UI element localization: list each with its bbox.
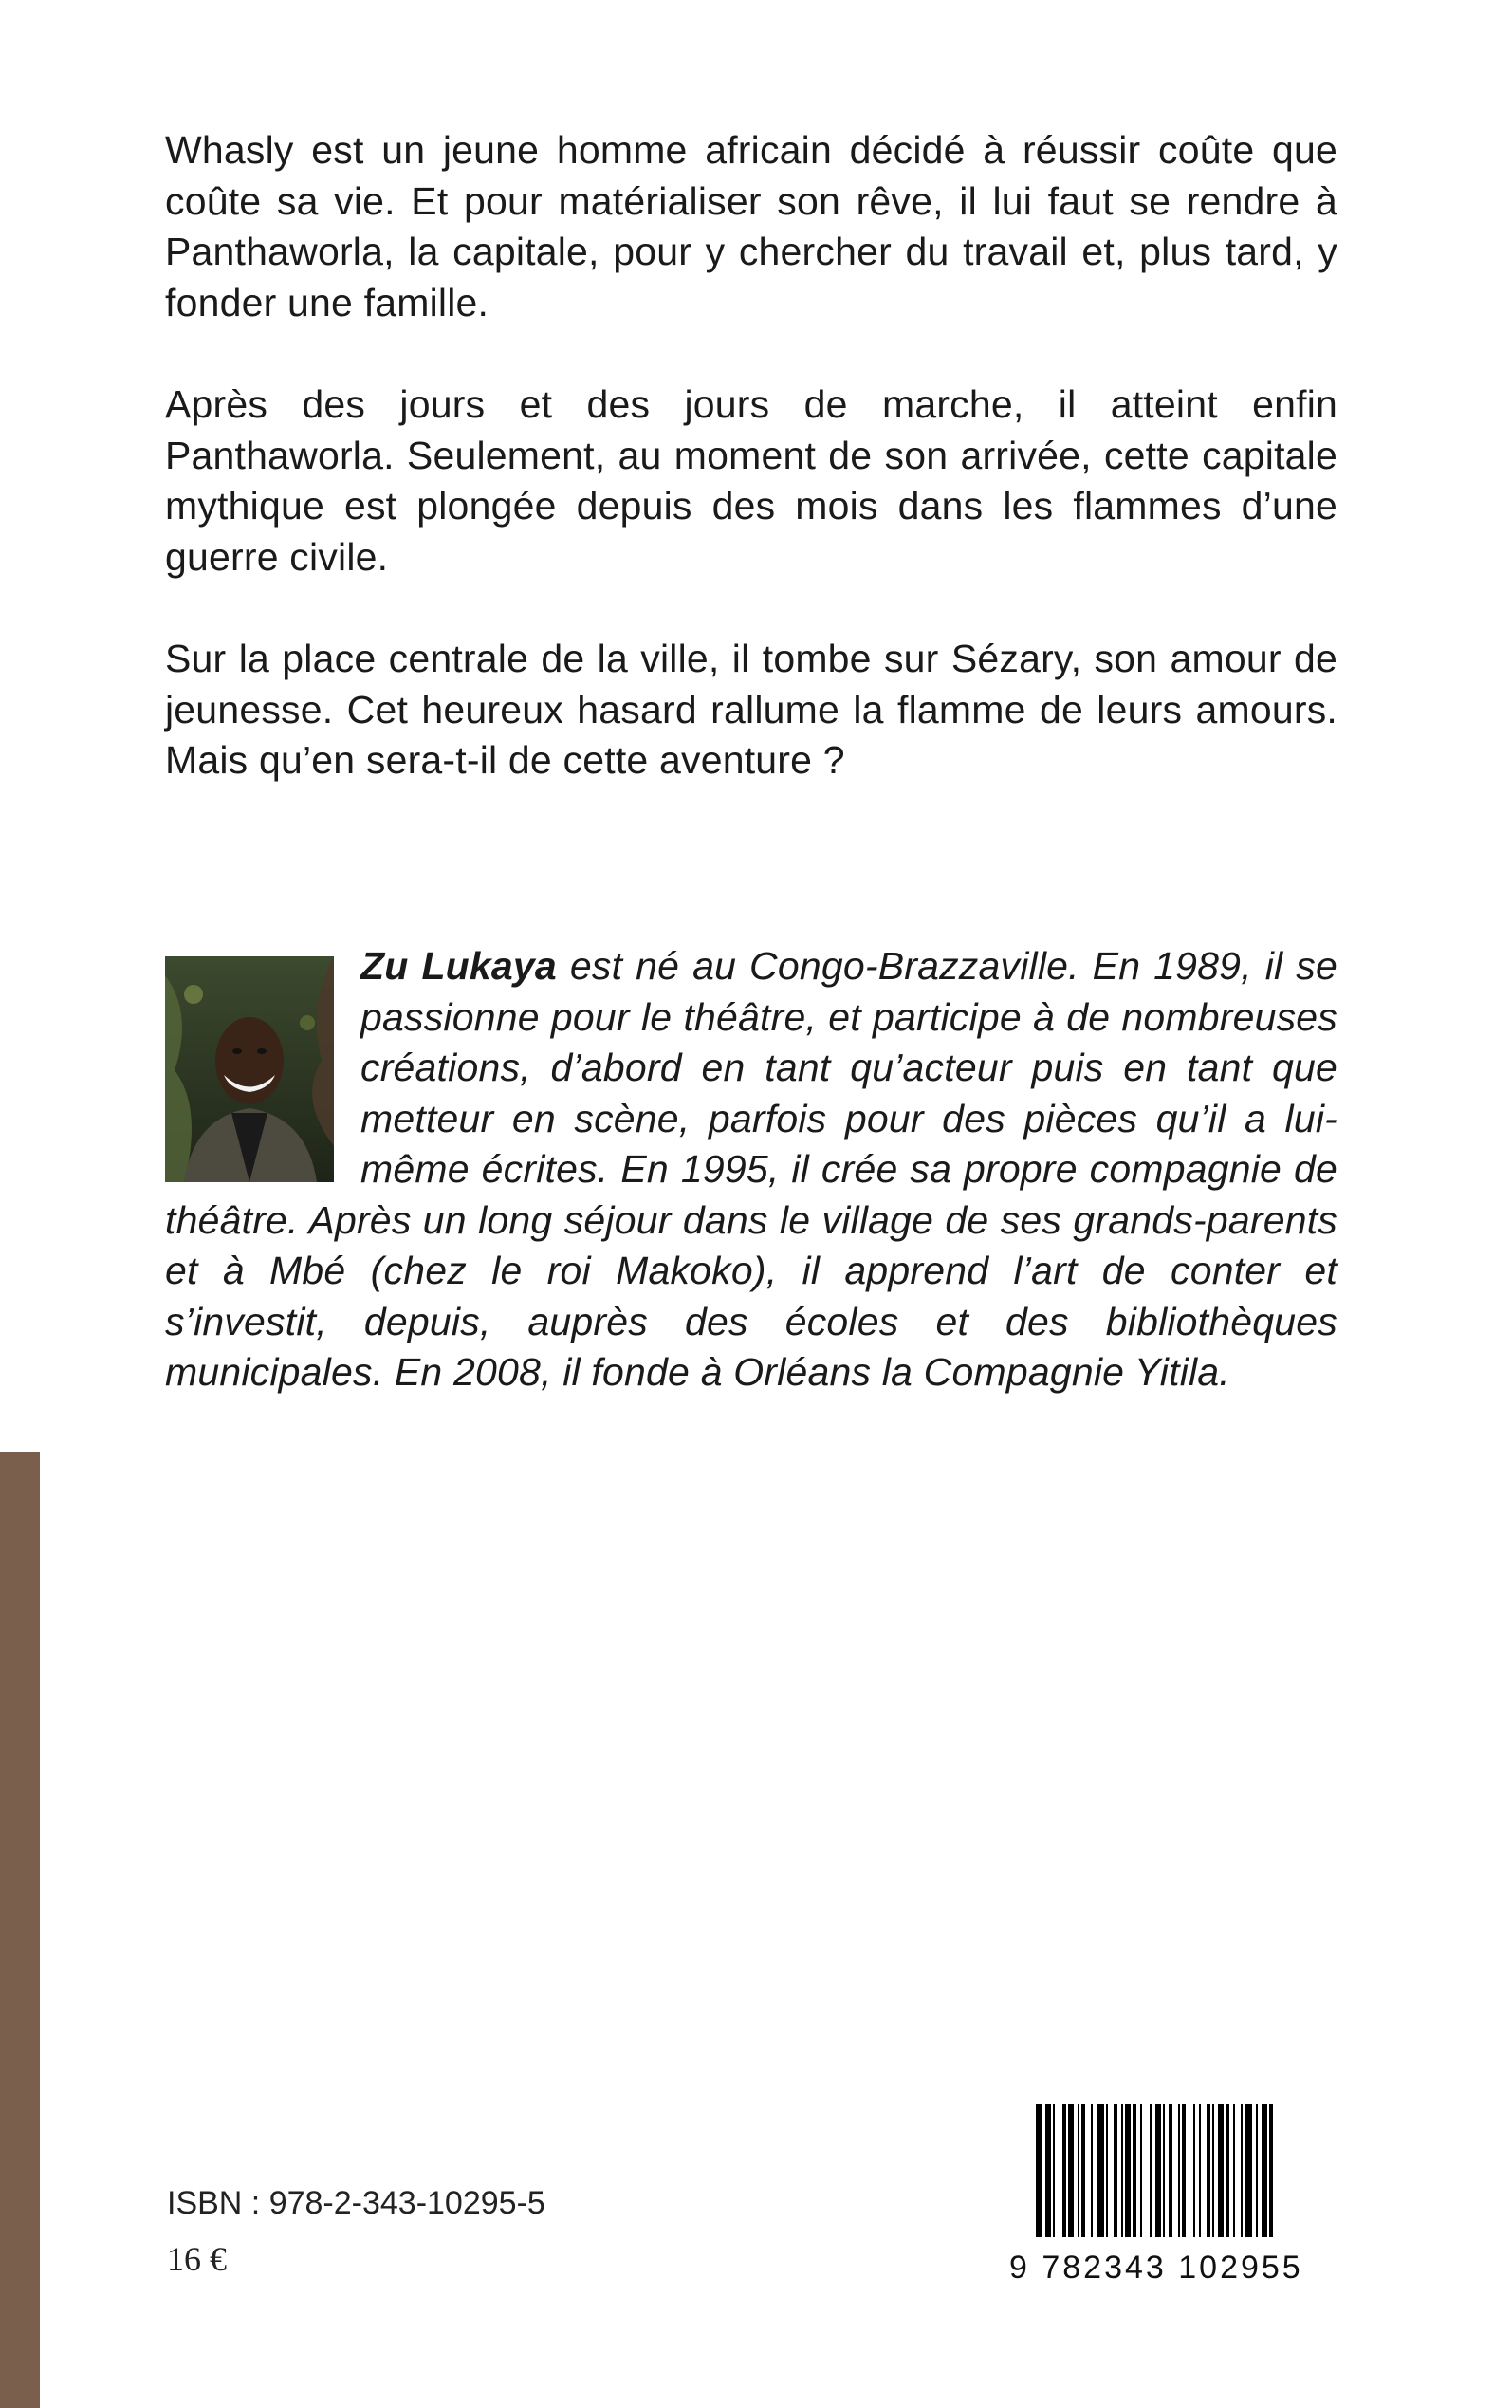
barcode-number: 9 782343 102955 [1009, 2250, 1303, 2286]
blurb-paragraph-1: Whasly est un jeune homme africain décidé à réussir coûte que coûte sa vie. Et pour matérialiser son rêve, il lui faut se rendre à Panthaworla, la capitale, pour y chercher du travail et, plus tard, y fonder une famille. [165, 128, 1337, 324]
author-bio-text: est né au Congo-Brazzaville. En 1989, il se passionne pour le théâtre, et participe à de nombreuses créations, d’abord en tant qu’acteur puis en tant que metteur en scène, parfois pour des pièces qu’il a lui-même écrites. En 1995, il crée sa propre compagnie de théâtre. Après un long séjour dans le village de ses grands-parents et à Mbé (chez le roi Makoko), il apprend l’art de conter et s’investit, depuis, auprès des écoles et des bibliothèques municipales. En 2008, il fonde à Orléans la Compagnie Yitila. [165, 944, 1337, 1394]
author-bio [165, 941, 1337, 1398]
author-photo [165, 956, 334, 1182]
back-cover-blurb [165, 125, 1337, 838]
price: 16 € [167, 2240, 227, 2278]
author-name: Zu Lukaya [360, 944, 557, 988]
isbn: ISBN : 978-2-343-10295-5 [167, 2185, 545, 2221]
blurb-paragraph-2: Après des jours et des jours de marche, il atteint enfin Panthaworla. Seulement, au moment de son arrivée, cette capitale mythique est plongée depuis des mois dans les flammes d’une guerre civile. [165, 382, 1337, 579]
spine-color-band [0, 1452, 40, 2408]
blurb-paragraph-3: Sur la place centrale de la ville, il tombe sur Sézary, son amour de jeunesse. Cet heureux hasard rallume la flamme de leurs amours. Mais qu’en sera-t-il de cette aventure ? [165, 637, 1337, 782]
